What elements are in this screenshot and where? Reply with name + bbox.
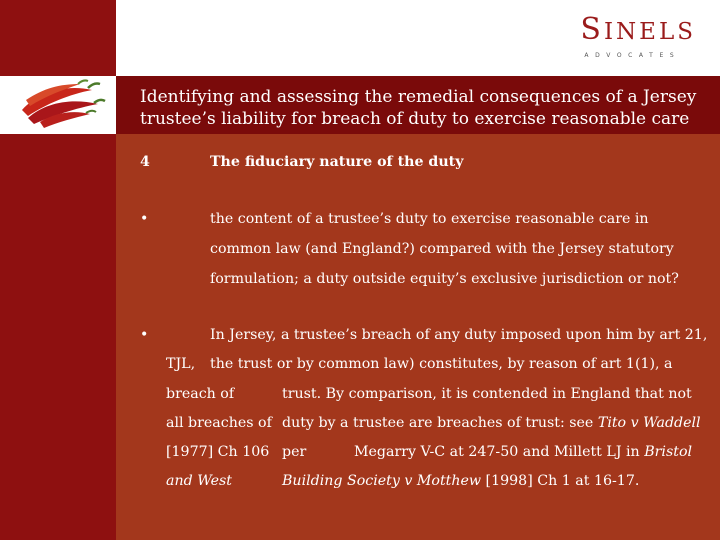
header-band [116,0,720,76]
logo-subtitle: ADVOCATES [584,52,681,59]
bullet1-line2: common law (and England?) compared with the Jersey statutory [210,241,674,257]
sinels-logo [580,14,696,59]
bullet2-line1: In Jersey, a trustee’s breach of any duty imposed upon him by art 21, [210,327,708,343]
bullet2-line4-text [282,415,701,431]
case-citation-tito-v-waddell: Tito v Waddell [597,415,701,431]
logo-initial: S [580,12,604,47]
case-citation-building-society: Building Society v Motthew [282,473,482,489]
bullet2-line5-text [354,444,692,460]
bullet-icon: • [140,327,149,343]
bullet2-line5b: per [282,444,307,460]
left-strip-top [0,0,116,76]
bullet2-line3a: breach of [166,386,235,402]
bullet2-line6-text [282,473,639,489]
bullet2-line2b: the trust or by common law) constitutes, by reason of art 1(1), a [210,356,673,372]
chili-peppers-icon [0,76,116,134]
bullet2-line4b: duty by a trustee are breaches of trust: see [282,415,594,431]
bullet2-line5c: Megarry V-C at 247-50 and Millett LJ in [354,444,640,460]
case-citation-bristol: Bristol [644,444,693,460]
section-number: 4 [140,154,150,170]
bullet1-line3: formulation; a duty outside equity’s exclusive jurisdiction or not? [210,271,679,287]
bullet2-line3b: trust. By comparison, it is contended in England that not [282,386,692,402]
title-band [116,76,720,134]
logo-wordmark [580,14,696,48]
slide-content [116,134,720,540]
bullet-icon: • [140,211,149,227]
logo-name-rest: INELS [603,19,696,45]
case-citation-and-west: and West [166,473,232,489]
slide-title: Identifying and assessing the remedial consequences of a Jersey trustee’s liability for breach of duty to exercise reasonable care [140,87,697,129]
bullet2-line6c: [1998] Ch 1 at 16-17. [485,473,640,489]
bullet2-line2a: TJL, [166,356,196,372]
bullet2-line4a: all breaches of [166,415,272,431]
chili-pepper-image [0,76,116,134]
bullet2-line6a [166,473,232,489]
section-heading: The fiduciary nature of the duty [210,154,464,170]
bullet1-line1: the content of a trustee’s duty to exercise reasonable care in [210,211,649,227]
left-strip-bottom [0,134,116,540]
bullet2-line5a: [1977] Ch 106 [166,444,270,460]
